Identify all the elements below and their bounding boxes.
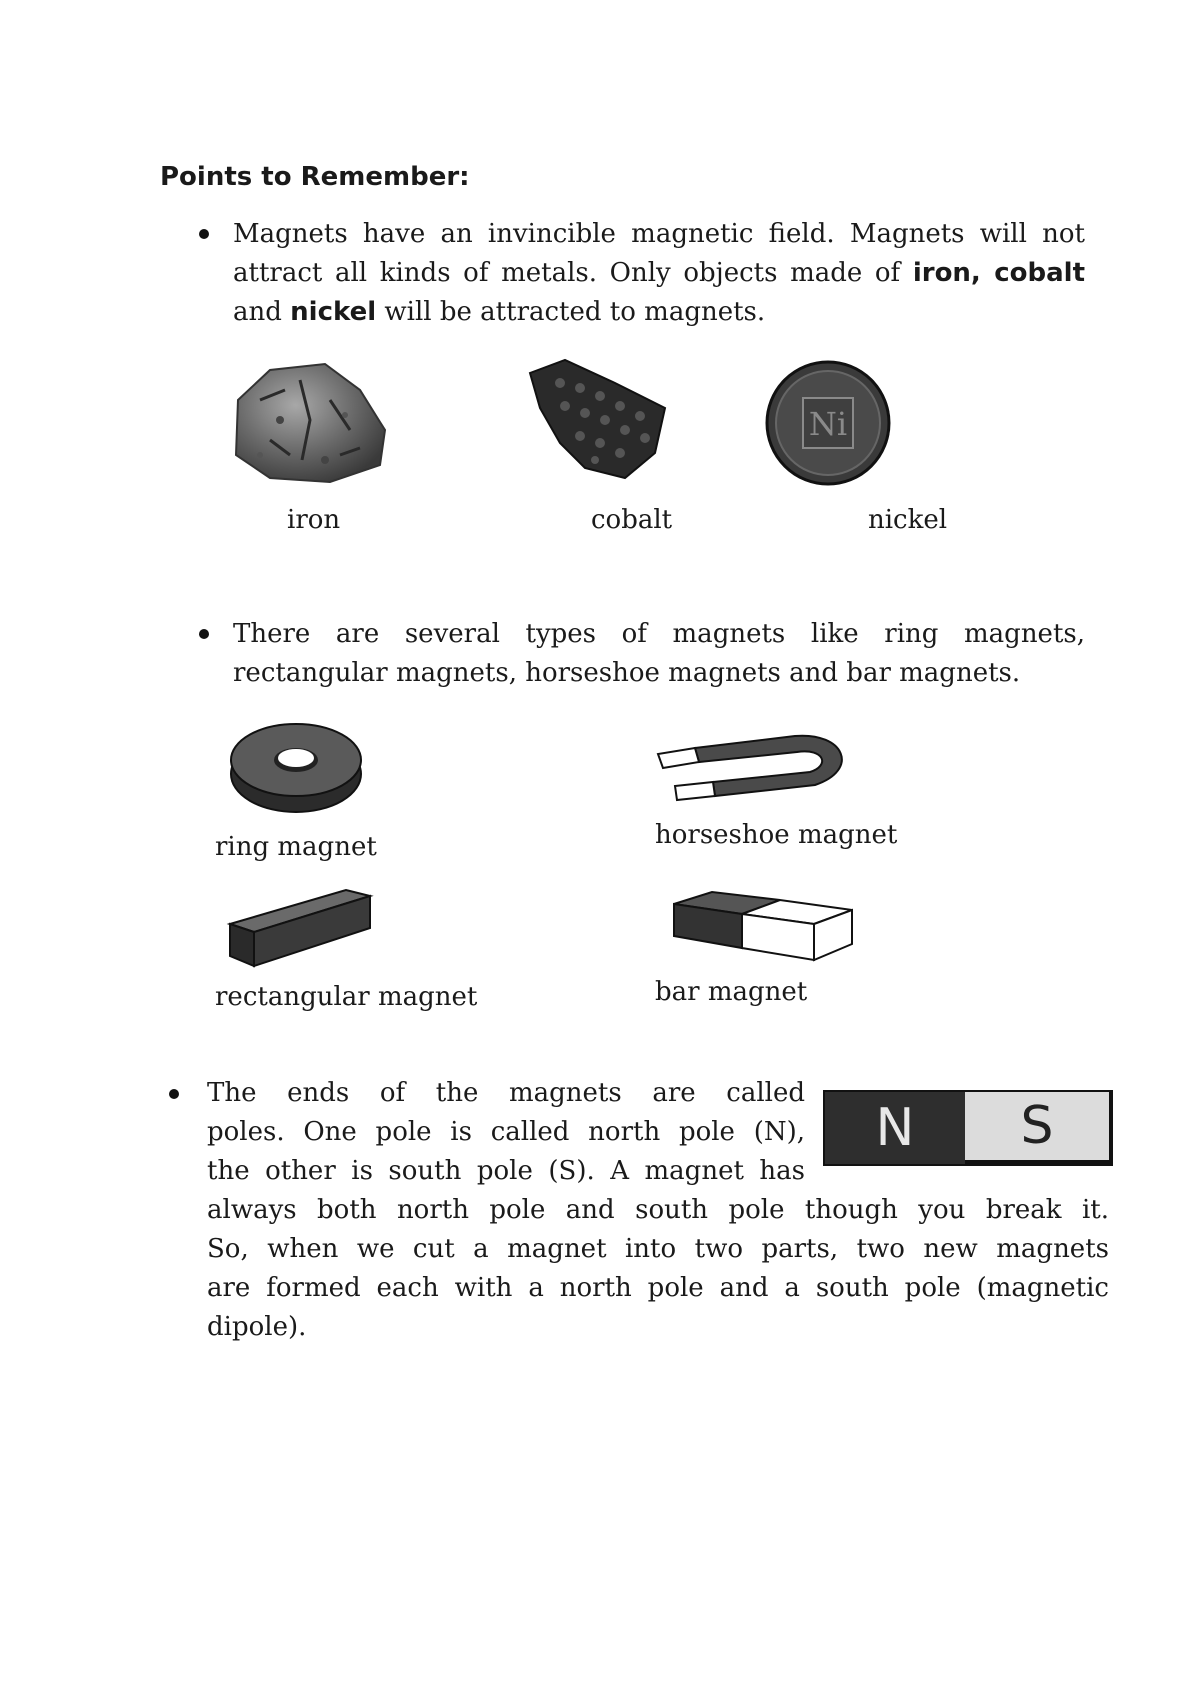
nickel-caption: nickel: [868, 505, 948, 535]
south-pole-label: S: [965, 1092, 1109, 1164]
point-1-line-3: and nickel will be attracted to magnets.: [233, 297, 766, 327]
point-2-line-2: rectangular magnets, horseshoe magnets and bar magnets.: [233, 658, 1021, 688]
point-2-line-1: There are several types of magnets like ring magnets,: [233, 619, 1085, 649]
bar-magnet-caption: bar magnet: [655, 977, 808, 1007]
point-3-line-4: always both north pole and south pole though you break it.: [207, 1195, 1109, 1225]
rectangular-magnet-image: [228, 886, 378, 968]
bar-magnet-image: [672, 890, 887, 965]
bullet-point-1: [199, 229, 209, 239]
horseshoe-magnet-caption: horseshoe magnet: [655, 820, 898, 850]
page-title: Points to Remember:: [160, 162, 470, 192]
point-3-text-bottom: [207, 1191, 1109, 1347]
point-3-line-3: the other is south pole (S). A magnet has: [207, 1156, 805, 1186]
north-pole-label: N: [825, 1092, 965, 1164]
point-1-line-2: attract all kinds of metals. Only objects made of iron, cobalt: [233, 258, 1086, 288]
rectangular-magnet-caption: rectangular magnet: [215, 982, 478, 1012]
point-3-line-6: are formed each with a north pole and a south pole (magnetic: [207, 1273, 1109, 1303]
nickel-coin-image: [765, 360, 895, 490]
point-1-line-1: Magnets have an invincible magnetic field. Magnets will not: [233, 219, 1085, 249]
iron-ore-image: [230, 360, 390, 485]
point-3-line-7: dipole).: [207, 1312, 307, 1342]
ring-magnet-caption: ring magnet: [215, 832, 377, 862]
bullet-point-3: [169, 1089, 179, 1099]
iron-caption: iron: [287, 505, 341, 535]
nickel-symbol: Ni: [808, 405, 848, 443]
point-2-text: [233, 615, 1085, 693]
cobalt-caption: cobalt: [591, 505, 673, 535]
point-3-text-top: [207, 1074, 805, 1191]
point-3-line-5: So, when we cut a magnet into two parts, two new magnets: [207, 1234, 1109, 1264]
horseshoe-magnet-image: [655, 730, 865, 800]
cobalt-image: [525, 358, 670, 483]
bullet-point-2: [199, 629, 209, 639]
pole-diagram: [823, 1090, 1113, 1166]
ring-magnet-image: [228, 722, 368, 817]
point-1-text: [233, 215, 1085, 332]
point-3-line-1: The ends of the magnets are called: [207, 1078, 805, 1108]
point-3-line-2: poles. One pole is called north pole (N),: [207, 1117, 805, 1147]
